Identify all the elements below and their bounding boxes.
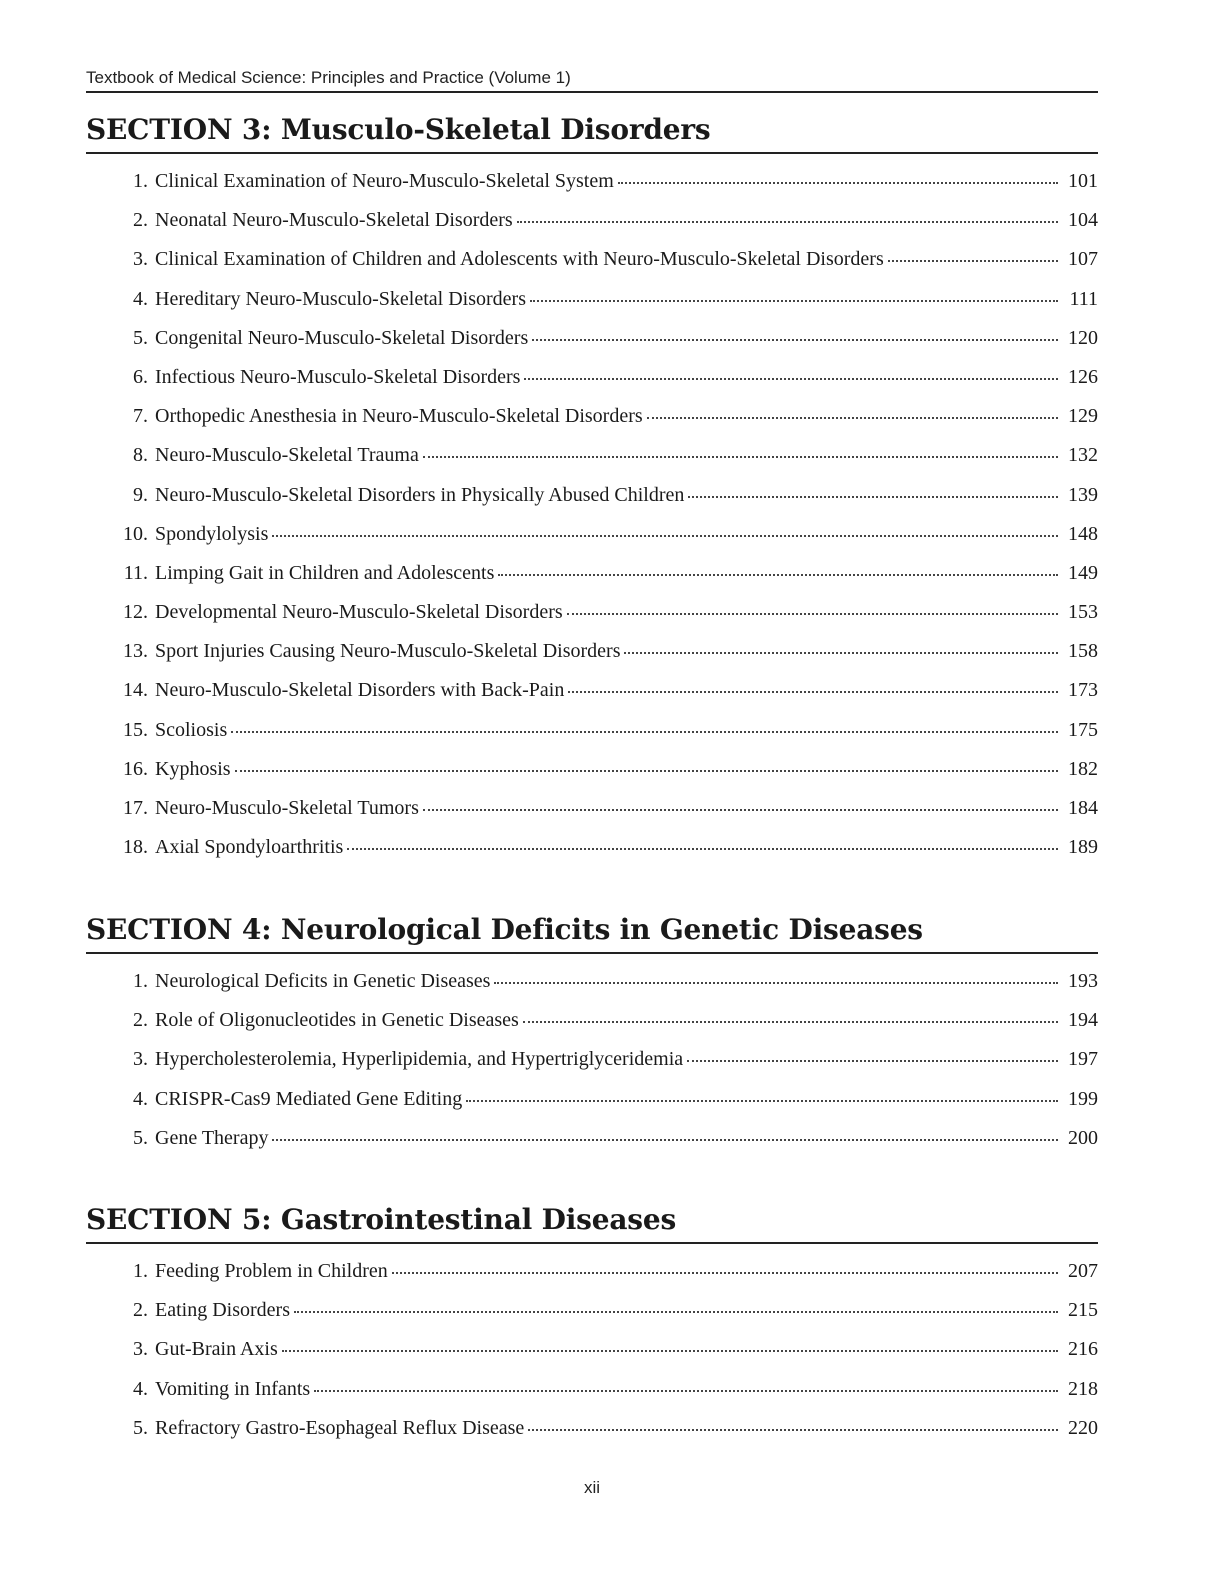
entry-page-number: 148	[1068, 522, 1098, 545]
entry-page-number: 194	[1068, 1009, 1098, 1032]
dot-leader	[282, 1349, 1058, 1352]
entry-number: 2.	[133, 209, 148, 232]
toc-section-4	[86, 908, 1098, 1158]
entry-number: 7.	[133, 405, 148, 428]
toc-entry[interactable]	[86, 632, 1098, 671]
toc-entry[interactable]	[86, 1040, 1098, 1079]
entry-title: Eating Disorders	[155, 1299, 290, 1322]
toc-entry[interactable]	[86, 162, 1098, 201]
entry-number: 1.	[133, 170, 148, 192]
entry-title: Neuro-Musculo-Skeletal Disorders in Physically Abused Children	[155, 483, 685, 506]
entry-page-number: 104	[1068, 209, 1098, 232]
entry-title: Clinical Examination of Neuro-Musculo-Skeletal System	[155, 170, 614, 192]
header-rule	[86, 91, 1098, 93]
toc-entry-list	[86, 162, 1098, 867]
entry-title: Neurological Deficits in Genetic Diseases	[155, 970, 491, 992]
entry-number: 18.	[123, 836, 148, 859]
dot-leader	[423, 808, 1058, 811]
dot-leader	[423, 455, 1058, 458]
toc-entry[interactable]	[86, 593, 1098, 632]
toc-entry[interactable]	[86, 962, 1098, 1001]
toc-entry[interactable]	[86, 280, 1098, 319]
entry-title: Developmental Neuro-Musculo-Skeletal Disorders	[155, 601, 563, 624]
entry-page-number: 218	[1068, 1377, 1098, 1400]
entry-title: Orthopedic Anesthesia in Neuro-Musculo-Skeletal Disorders	[155, 405, 643, 428]
dot-leader	[494, 981, 1058, 984]
toc-entry[interactable]	[86, 515, 1098, 554]
section-rule	[86, 952, 1098, 954]
toc-entry[interactable]	[86, 1291, 1098, 1330]
entry-page-number: 132	[1068, 444, 1098, 467]
entry-number: 3.	[133, 1048, 148, 1071]
entry-page-number: 184	[1068, 797, 1098, 819]
entry-title: Limping Gait in Children and Adolescents	[155, 561, 495, 584]
dot-leader	[567, 612, 1058, 615]
entry-title: Gene Therapy	[155, 1126, 269, 1149]
dot-leader	[294, 1310, 1058, 1313]
dot-leader	[530, 299, 1058, 302]
entry-title: Feeding Problem in Children	[155, 1260, 388, 1282]
toc-entry[interactable]	[86, 671, 1098, 710]
entry-page-number: 120	[1068, 326, 1098, 349]
entry-title: Neuro-Musculo-Skeletal Tumors	[155, 797, 419, 819]
entry-number: 3.	[133, 1338, 148, 1361]
entry-number: 17.	[123, 797, 148, 819]
entry-page-number: 200	[1068, 1126, 1098, 1149]
dot-leader	[647, 416, 1058, 419]
dot-leader	[498, 573, 1058, 576]
entry-title: Neuro-Musculo-Skeletal Trauma	[155, 444, 419, 467]
dot-leader	[231, 730, 1058, 733]
entry-number: 13.	[123, 640, 148, 663]
entry-page-number: 199	[1068, 1087, 1098, 1110]
entry-page-number: 193	[1068, 970, 1098, 992]
entry-page-number: 189	[1068, 836, 1098, 859]
toc-entry[interactable]	[86, 1330, 1098, 1369]
dot-leader	[624, 651, 1058, 654]
entry-number: 4.	[133, 287, 148, 310]
entry-page-number: 173	[1068, 679, 1098, 702]
entry-number: 8.	[133, 444, 148, 467]
entry-number: 12.	[123, 601, 148, 624]
dot-leader	[523, 1020, 1058, 1023]
toc-entry[interactable]	[86, 828, 1098, 867]
entry-page-number: 216	[1068, 1338, 1098, 1361]
entry-number: 10.	[123, 522, 148, 545]
toc-entry[interactable]	[86, 711, 1098, 750]
entry-number: 1.	[133, 970, 148, 992]
dot-leader	[888, 259, 1058, 262]
section-title: SECTION 3: Musculo-Skeletal Disorders	[86, 113, 711, 146]
toc-entry[interactable]	[86, 1252, 1098, 1291]
toc-entry-list	[86, 1252, 1098, 1448]
dot-leader	[568, 690, 1058, 693]
entry-number: 1.	[133, 1260, 148, 1282]
toc-entry-list	[86, 962, 1098, 1158]
entry-title: Gut-Brain Axis	[155, 1338, 278, 1361]
entry-page-number: 107	[1068, 248, 1098, 271]
entry-title: Spondylolysis	[155, 522, 269, 545]
dot-leader	[688, 495, 1058, 498]
entry-page-number: 175	[1068, 718, 1098, 741]
entry-number: 4.	[133, 1087, 148, 1110]
section-title: SECTION 4: Neurological Deficits in Genetic Diseases	[86, 913, 923, 946]
entry-page-number: 220	[1068, 1416, 1098, 1439]
section-title: SECTION 5: Gastrointestinal Diseases	[86, 1203, 677, 1236]
toc-entry[interactable]	[86, 397, 1098, 436]
dot-leader	[272, 1138, 1058, 1141]
toc-entry[interactable]	[86, 436, 1098, 475]
entry-title: Neuro-Musculo-Skeletal Disorders with Back-Pain	[155, 679, 565, 702]
dot-leader	[517, 220, 1058, 223]
entry-title: Congenital Neuro-Musculo-Skeletal Disorders	[155, 326, 529, 349]
entry-page-number: 129	[1068, 405, 1098, 428]
entry-number: 3.	[133, 248, 148, 271]
entry-number: 5.	[133, 326, 148, 349]
entry-page-number: 197	[1068, 1048, 1098, 1071]
dot-leader	[272, 534, 1058, 537]
toc-entry[interactable]	[86, 1119, 1098, 1158]
toc-entry[interactable]	[86, 1409, 1098, 1448]
entry-page-number: 182	[1068, 757, 1098, 780]
entry-title: CRISPR-Cas9 Mediated Gene Editing	[155, 1087, 463, 1110]
entry-number: 5.	[133, 1126, 148, 1149]
entry-number: 14.	[123, 679, 148, 702]
section-rule	[86, 1242, 1098, 1244]
entry-page-number: 149	[1068, 561, 1098, 584]
entry-title: Hereditary Neuro-Musculo-Skeletal Disorders	[155, 287, 526, 310]
entry-number: 9.	[133, 483, 148, 506]
dot-leader	[347, 847, 1058, 850]
entry-number: 4.	[133, 1377, 148, 1400]
toc-entry[interactable]	[86, 476, 1098, 515]
toc-entry[interactable]	[86, 240, 1098, 279]
toc-entry[interactable]	[86, 358, 1098, 397]
toc-entry[interactable]	[86, 201, 1098, 240]
entry-page-number: 101	[1068, 170, 1098, 192]
dot-leader	[314, 1389, 1058, 1392]
entry-number: 5.	[133, 1416, 148, 1439]
dot-leader	[392, 1271, 1058, 1274]
entry-title: Clinical Examination of Children and Adolescents with Neuro-Musculo-Skeletal Disorders	[155, 248, 884, 271]
toc-entry[interactable]	[86, 789, 1098, 828]
entry-page-number: 126	[1068, 365, 1098, 388]
entry-title: Neonatal Neuro-Musculo-Skeletal Disorders	[155, 209, 513, 232]
toc-entry[interactable]	[86, 1001, 1098, 1040]
entry-title: Sport Injuries Causing Neuro-Musculo-Skeletal Disorders	[155, 640, 621, 663]
entry-number: 16.	[123, 757, 148, 780]
toc-entry[interactable]	[86, 750, 1098, 789]
dot-leader	[532, 338, 1058, 341]
toc-entry[interactable]	[86, 1080, 1098, 1119]
toc-entry[interactable]	[86, 1370, 1098, 1409]
entry-title: Kyphosis	[155, 757, 231, 780]
toc-entry[interactable]	[86, 319, 1098, 358]
page-number: xii	[583, 1478, 601, 1497]
entry-page-number: 153	[1068, 601, 1098, 624]
entry-title: Hypercholesterolemia, Hyperlipidemia, and Hypertriglyceridemia	[155, 1048, 684, 1071]
dot-leader	[618, 181, 1058, 184]
toc-entry[interactable]	[86, 554, 1098, 593]
entry-page-number: 111	[1069, 287, 1098, 310]
entry-number: 15.	[123, 718, 148, 741]
entry-title: Scoliosis	[155, 718, 228, 741]
entry-title: Refractory Gastro-Esophageal Reflux Disease	[155, 1416, 525, 1439]
entry-title: Axial Spondyloarthritis	[155, 836, 344, 859]
entry-page-number: 207	[1068, 1260, 1098, 1282]
section-rule	[86, 152, 1098, 154]
dot-leader	[235, 769, 1058, 772]
entry-number: 6.	[133, 365, 148, 388]
entry-page-number: 158	[1068, 640, 1098, 663]
dot-leader	[466, 1099, 1058, 1102]
entry-number: 2.	[133, 1009, 148, 1032]
entry-number: 2.	[133, 1299, 148, 1322]
entry-page-number: 139	[1068, 483, 1098, 506]
dot-leader	[687, 1059, 1058, 1062]
dot-leader	[528, 1428, 1058, 1431]
entry-page-number: 215	[1068, 1299, 1098, 1322]
running-head: Textbook of Medical Science: Principles and Practice (Volume 1)	[86, 68, 571, 87]
dot-leader	[524, 377, 1058, 380]
toc-section-5	[86, 1198, 1098, 1448]
entry-title: Role of Oligonucleotides in Genetic Diseases	[155, 1009, 519, 1032]
entry-title: Vomiting in Infants	[155, 1377, 311, 1400]
toc-section-3	[86, 108, 1098, 867]
entry-number: 11.	[123, 561, 148, 584]
entry-title: Infectious Neuro-Musculo-Skeletal Disorders	[155, 365, 521, 388]
